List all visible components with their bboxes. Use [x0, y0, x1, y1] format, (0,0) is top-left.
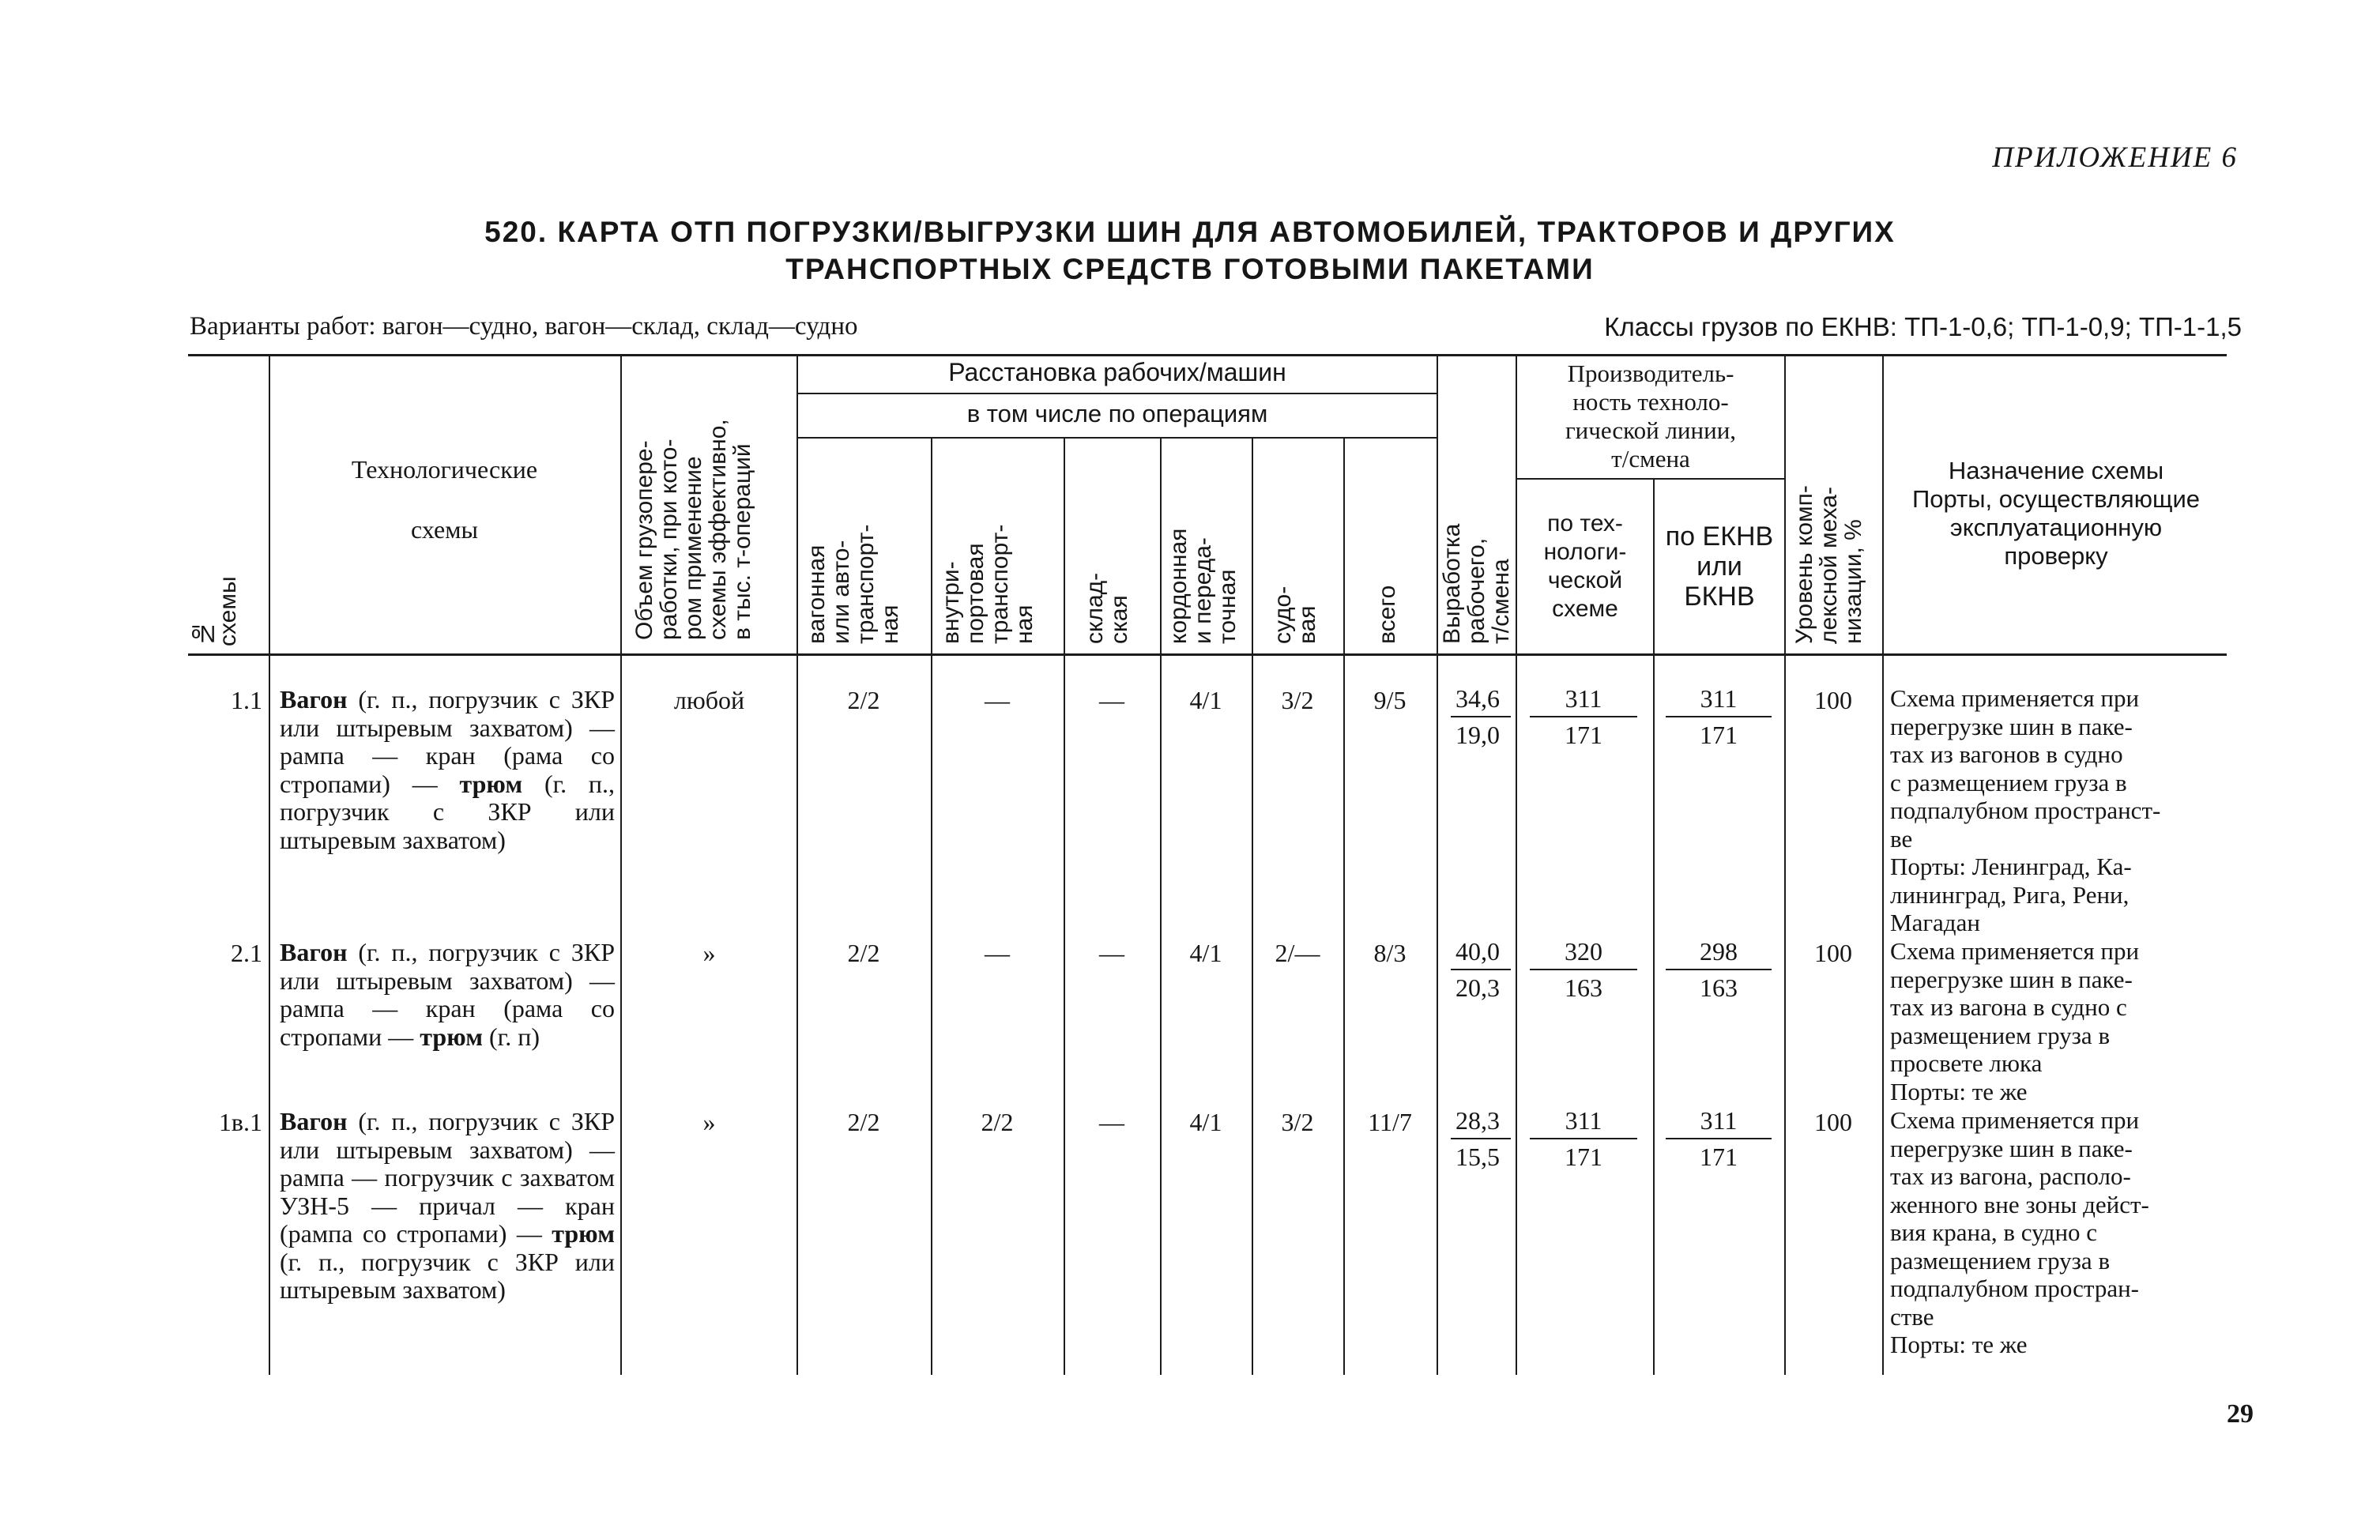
- volume-cell: »: [702, 939, 716, 967]
- value-bottom: 171: [1565, 721, 1602, 749]
- tech-scheme-cell: [280, 1108, 615, 1305]
- header-total-op: всего: [1374, 585, 1400, 644]
- ship-op-cell: 3/2: [1281, 686, 1314, 714]
- value-top: 320: [1565, 937, 1602, 966]
- header-by-eknv: по ЕКНВ или БКНВ: [1665, 521, 1774, 612]
- mechanization-cell: 100: [1814, 686, 1852, 714]
- mechanization-cell: 100: [1814, 1108, 1852, 1136]
- header-placement: Расстановка рабочих/машин: [948, 358, 1286, 386]
- value-top: 298: [1700, 937, 1738, 966]
- value-bottom: 163: [1700, 973, 1738, 1002]
- row-number: 1в.1: [218, 1108, 262, 1136]
- volume-cell: »: [702, 1108, 716, 1136]
- header-warehouse-op: склад- ская: [1082, 572, 1132, 644]
- cordon-op-cell: 4/1: [1189, 939, 1222, 967]
- scheme-text-end: (г. п., погрузчик с ЗКР или штыревым захватом): [280, 1247, 615, 1304]
- value-bottom: 20,3: [1455, 973, 1500, 1002]
- inner-op-cell: —: [985, 686, 1010, 714]
- total-cell: 8/3: [1373, 939, 1407, 967]
- value-bottom: 171: [1565, 1143, 1602, 1171]
- value-top: 311: [1700, 684, 1738, 713]
- volume-cell: любой: [673, 686, 745, 714]
- warehouse-op-cell: —: [1099, 686, 1124, 714]
- eknv-productivity-cell: [1666, 934, 1772, 1005]
- tech-productivity-cell: [1530, 934, 1637, 1005]
- scheme-end: трюм: [459, 769, 523, 798]
- work-variants: Варианты работ: вагон—судно, вагон—склад, склад—судно: [190, 312, 858, 341]
- scheme-start: Вагон: [280, 938, 348, 966]
- header-mechanization-level: Уровень комп- лексной меха- низации, %: [1791, 485, 1866, 644]
- header-wagon-op: вагонная или авто- транспорт- ная: [804, 524, 903, 644]
- total-cell: 9/5: [1373, 686, 1407, 714]
- eknv-productivity-cell: [1666, 681, 1772, 752]
- tech-productivity-cell: [1530, 681, 1637, 752]
- header-purpose: Назначение схемы Порты, осуществляющие эксплуатационную проверку: [1911, 457, 2201, 570]
- warehouse-op-cell: —: [1099, 939, 1124, 967]
- value-top: 311: [1565, 1106, 1602, 1135]
- mechanization-cell: 100: [1814, 939, 1852, 967]
- worker-output-cell: [1451, 1103, 1504, 1174]
- wagon-op-cell: 2/2: [847, 1108, 880, 1136]
- worker-output-cell: [1451, 934, 1504, 1005]
- cordon-op-cell: 4/1: [1189, 686, 1222, 714]
- scheme-text: (г. п., погрузчик с ЗКР или штыревым захватом) — рампа — погрузчик с захватом УЗН-5 — причал — кран (рампа со стропами) —: [280, 1107, 615, 1248]
- purpose-cell: Схема применяется при перегрузке шин в паке- тах из вагона, располо- женного вне зоны дейст- вия крана, в судно с размещением груза в подпалубном простран- стве Порты: те же: [1890, 1106, 2149, 1358]
- tech-productivity-cell: [1530, 1103, 1637, 1174]
- value-bottom: 19,0: [1455, 721, 1500, 749]
- inner-op-cell: 2/2: [981, 1108, 1014, 1136]
- scheme-text-end: (г. п., погрузчик с ЗКР или штыревым захватом): [280, 769, 615, 854]
- scheme-text: (г. п., погрузчик с ЗКР или штыревым захватом) — рампа — кран (рама со стропами —: [280, 938, 615, 1051]
- cargo-classes: Классы грузов по ЕКНВ: ТП-1-0,6; ТП-1-0,9; ТП-1-1,5: [1604, 312, 2242, 341]
- value-bottom: 171: [1700, 1143, 1738, 1171]
- header-cordon-op: кордонная и переда- точная: [1166, 528, 1241, 644]
- header-volume: Объем грузопере- работки, при кото- ром применение схемы эффективно, в тыс. т-операций: [631, 419, 755, 640]
- header-tech-schemes: Технологические схемы: [351, 455, 538, 544]
- ship-op-cell: 2/—: [1275, 939, 1320, 967]
- header-inner-port-op: внутри- портовая транспорт- ная: [938, 524, 1037, 644]
- cordon-op-cell: 4/1: [1189, 1108, 1222, 1136]
- tech-scheme-cell: [280, 939, 615, 1051]
- value-top: 28,3: [1455, 1106, 1500, 1135]
- scheme-end: трюм: [552, 1219, 615, 1248]
- total-cell: 11/7: [1368, 1108, 1412, 1136]
- ship-op-cell: 3/2: [1281, 1108, 1314, 1136]
- worker-output-cell: [1451, 681, 1504, 752]
- eknv-productivity-cell: [1666, 1103, 1772, 1174]
- inner-op-cell: —: [985, 939, 1010, 967]
- appendix-label: ПРИЛОЖЕНИЕ 6: [1992, 141, 2238, 174]
- header-ship-op: судо- вая: [1270, 586, 1320, 644]
- wagon-op-cell: 2/2: [847, 686, 880, 714]
- value-top: 311: [1565, 684, 1602, 713]
- header-by-tech-scheme: по тех- нологи- ческой схеме: [1543, 510, 1627, 622]
- value-top: 40,0: [1455, 937, 1500, 966]
- value-bottom: 171: [1700, 721, 1738, 749]
- header-line-productivity: Производитель- ность техноло- гической линии, т/смена: [1565, 360, 1737, 473]
- value-bottom: 163: [1565, 973, 1602, 1002]
- header-scheme-number: № схемы: [190, 576, 241, 646]
- tech-scheme-cell: [280, 686, 615, 854]
- scheme-text: (г. п., погрузчик с ЗКР или штыревым захватом) — рампа — кран (рама со стропами) —: [280, 685, 615, 798]
- purpose-cell: Схема применяется при перегрузке шин в паке- тах из вагонов в судно с размещением груза в подпалубном пространст- ве Порты: Ленинград, Ка- лининград, Рига, Рени, Магадан: [1890, 684, 2161, 936]
- document-title-line-1: 520. КАРТА ОТП ПОГРУЗКИ/ВЫГРУЗКИ ШИН ДЛЯ АВТОМОБИЛЕЙ, ТРАКТОРОВ И ДРУГИХ: [484, 216, 1896, 248]
- value-top: 311: [1700, 1106, 1738, 1135]
- value-bottom: 15,5: [1455, 1143, 1500, 1171]
- row-number: 1.1: [231, 686, 262, 714]
- warehouse-op-cell: —: [1099, 1108, 1124, 1136]
- row-number: 2.1: [231, 939, 262, 967]
- page-number: 29: [2227, 1399, 2254, 1429]
- purpose-cell: Схема применяется при перегрузке шин в паке- тах из вагона в судно с размещением груза в просвете люка Порты: те же: [1890, 937, 2140, 1105]
- value-top: 34,6: [1455, 684, 1500, 713]
- scheme-start: Вагон: [280, 1107, 348, 1135]
- scheme-end: трюм: [420, 1022, 484, 1051]
- wagon-op-cell: 2/2: [847, 939, 880, 967]
- header-worker-output: Выработка рабочего, т/смена: [1439, 523, 1514, 644]
- scheme-start: Вагон: [280, 685, 348, 714]
- scheme-text-end: (г. п): [483, 1022, 540, 1051]
- header-by-operations: в том числе по операциям: [966, 400, 1268, 427]
- document-title-line-2: ТРАНСПОРТНЫХ СРЕДСТВ ГОТОВЫМИ ПАКЕТАМИ: [785, 253, 1595, 285]
